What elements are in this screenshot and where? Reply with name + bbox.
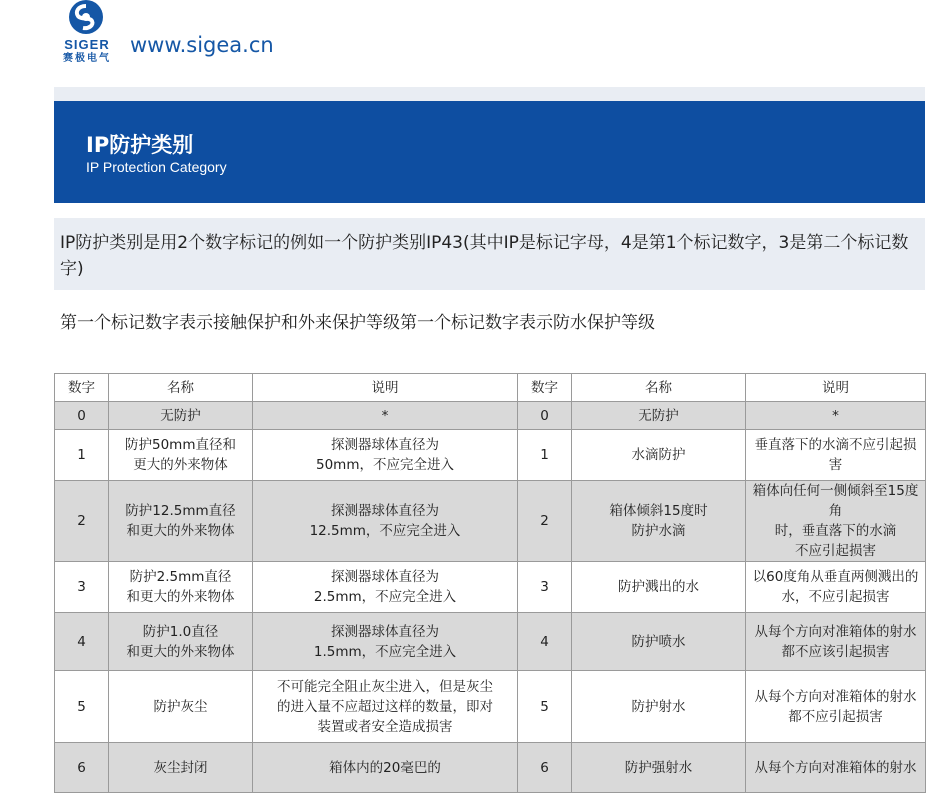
intro-text: IP防护类别是用2个数字标记的例如一个防护类别IP43(其中IP是标记字母，4是第1个标记数字，3是第二个标记数字)	[60, 233, 909, 279]
table-header-row	[55, 374, 926, 402]
cell-name: 防护50mm直径和 更大的外来物体	[109, 430, 253, 481]
section-title: IP防护类别	[86, 133, 194, 157]
table-row	[55, 481, 926, 562]
ip-table	[54, 373, 926, 793]
cell-digit: 6	[518, 743, 572, 793]
cell-name: 灰尘封闭	[109, 743, 253, 793]
header-digit-2: 数字	[518, 374, 572, 402]
cell-digit: 6	[55, 743, 109, 793]
cell-desc: 垂直落下的水滴不应引起损害	[746, 430, 926, 481]
cell-desc: 不可能完全阻止灰尘进入，但是灰尘 的进入量不应超过这样的数量，即对 装置或者安全造成损害	[253, 671, 518, 743]
cell-digit: 4	[55, 613, 109, 671]
cell-desc: 从每个方向对准箱体的射水 都不应该引起损害	[746, 613, 926, 671]
header-digit-1: 数字	[55, 374, 109, 402]
table-row	[55, 562, 926, 613]
cell-digit: 3	[55, 562, 109, 613]
cell-digit: 4	[518, 613, 572, 671]
cell-name: 防护溅出的水	[572, 562, 746, 613]
cell-desc: *	[746, 402, 926, 430]
cell-desc: 箱体向任何一侧倾斜至15度角 时，垂直落下的水滴 不应引起损害	[746, 481, 926, 562]
section-subtitle: IP Protection Category	[86, 159, 227, 175]
cell-name: 防护射水	[572, 671, 746, 743]
cell-digit: 5	[518, 671, 572, 743]
cell-digit: 1	[55, 430, 109, 481]
cell-desc: 箱体内的20毫巴的	[253, 743, 518, 793]
brand-logo	[54, 0, 120, 62]
cell-digit: 2	[518, 481, 572, 562]
website-url[interactable]: www.sigea.cn	[130, 33, 274, 57]
table-row	[55, 430, 926, 481]
swirl-logo-icon	[66, 0, 106, 38]
table-row	[55, 743, 926, 793]
cell-name: 防护喷水	[572, 613, 746, 671]
note-text: 第一个标记数字表示接触保护和外来保护等级第一个标记数字表示防水保护等级	[60, 313, 655, 333]
banner-strip	[54, 87, 925, 101]
cell-desc: 探测器球体直径为 50mm，不应完全进入	[253, 430, 518, 481]
cell-desc: 从每个方向对准箱体的射水 都不应引起损害	[746, 671, 926, 743]
table-row	[55, 613, 926, 671]
cell-name: 无防护	[572, 402, 746, 430]
cell-desc: 从每个方向对准箱体的射水	[746, 743, 926, 793]
cell-digit: 5	[55, 671, 109, 743]
cell-name: 箱体倾斜15度时 防护水滴	[572, 481, 746, 562]
cell-name: 防护强射水	[572, 743, 746, 793]
cell-desc: 探测器球体直径为 12.5mm，不应完全进入	[253, 481, 518, 562]
header-name-1: 名称	[109, 374, 253, 402]
header-desc-2: 说明	[746, 374, 926, 402]
section-banner	[54, 101, 925, 203]
cell-digit: 1	[518, 430, 572, 481]
cell-name: 防护1.0直径 和更大的外来物体	[109, 613, 253, 671]
brand-name: SIGER	[64, 37, 110, 52]
header-name-2: 名称	[572, 374, 746, 402]
header-desc-1: 说明	[253, 374, 518, 402]
table-row	[55, 402, 926, 430]
cell-desc: *	[253, 402, 518, 430]
intro-box	[54, 218, 925, 290]
cell-name: 防护12.5mm直径 和更大的外来物体	[109, 481, 253, 562]
cell-digit: 0	[55, 402, 109, 430]
brand-name-cn: 赛极电气	[63, 53, 111, 64]
cell-desc: 探测器球体直径为 1.5mm，不应完全进入	[253, 613, 518, 671]
cell-desc: 探测器球体直径为 2.5mm，不应完全进入	[253, 562, 518, 613]
cell-name: 防护灰尘	[109, 671, 253, 743]
cell-desc: 以60度角从垂直两侧溅出的 水，不应引起损害	[746, 562, 926, 613]
cell-digit: 0	[518, 402, 572, 430]
cell-digit: 2	[55, 481, 109, 562]
cell-name: 防护2.5mm直径 和更大的外来物体	[109, 562, 253, 613]
cell-name: 无防护	[109, 402, 253, 430]
cell-name: 水滴防护	[572, 430, 746, 481]
table-row	[55, 671, 926, 743]
cell-digit: 3	[518, 562, 572, 613]
